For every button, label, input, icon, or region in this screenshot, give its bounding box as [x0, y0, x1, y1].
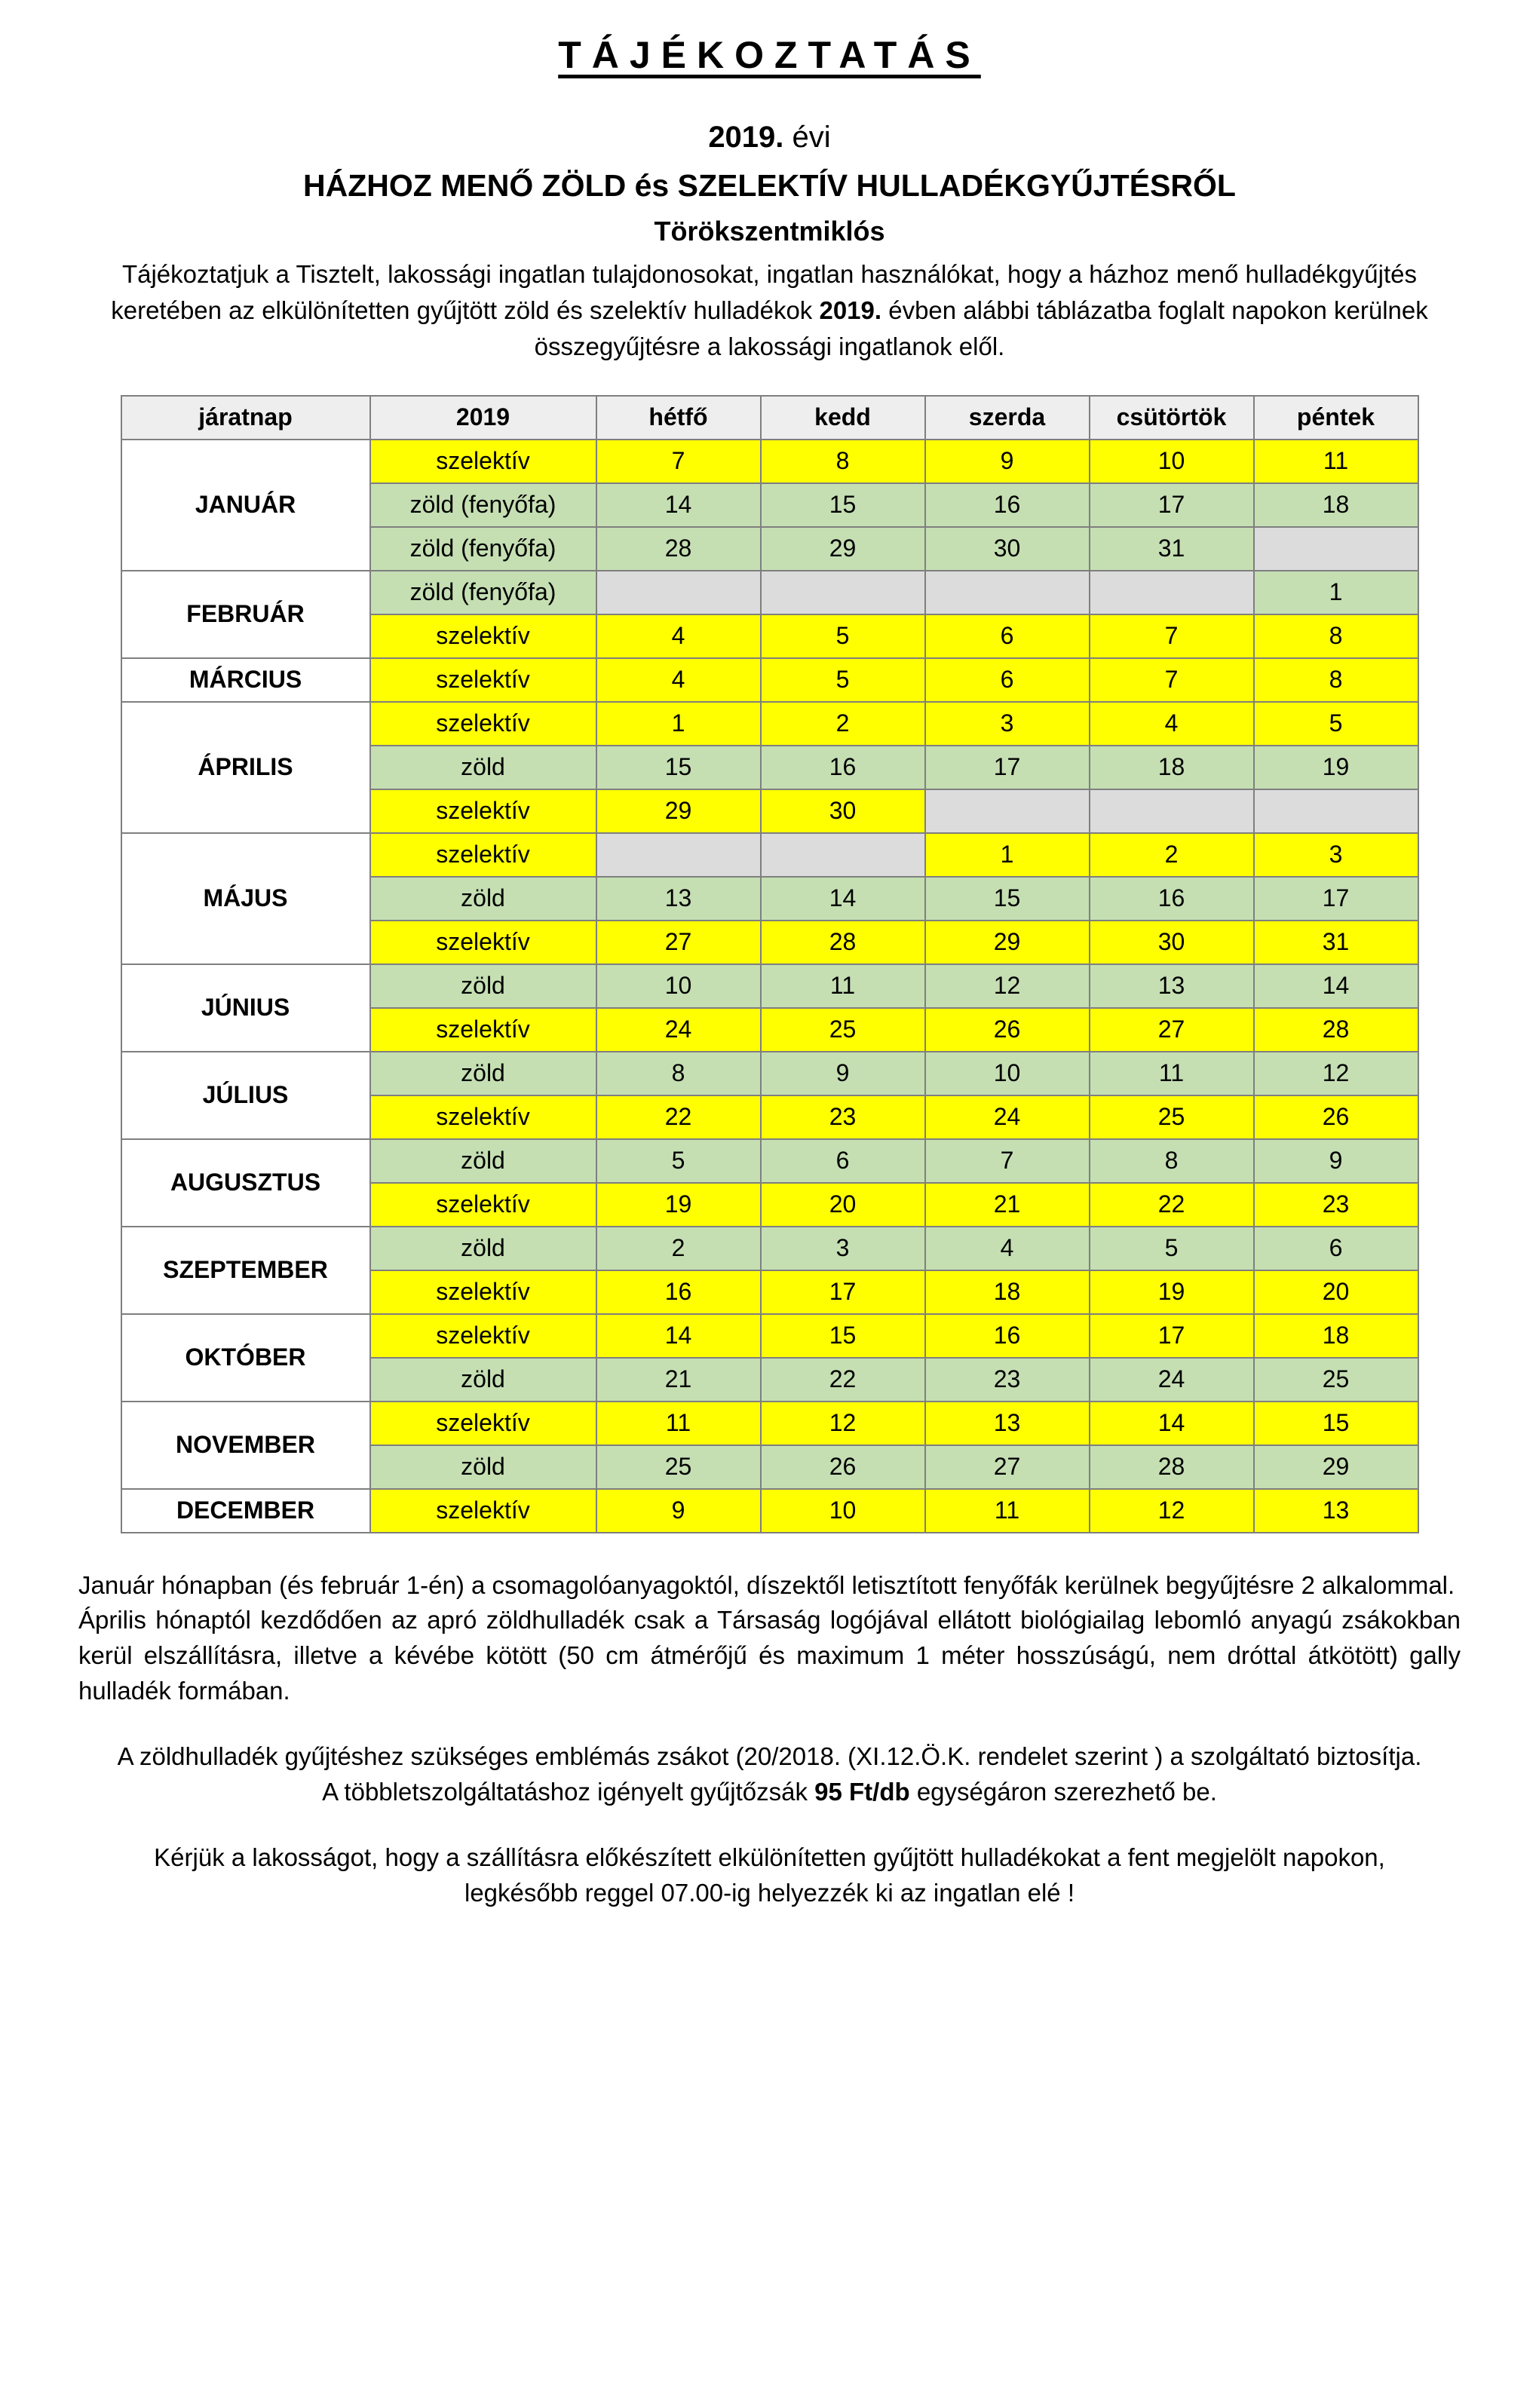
month-label: DECEMBER [121, 1489, 370, 1533]
day-cell: 17 [925, 746, 1090, 789]
waste-type-cell: szelektív [370, 1183, 596, 1227]
table-row [121, 964, 1418, 1008]
day-cell: 9 [596, 1489, 761, 1533]
year-line [45, 121, 1494, 155]
day-cell: 7 [1090, 658, 1254, 702]
day-cell: 11 [925, 1489, 1090, 1533]
waste-type-cell: szelektív [370, 702, 596, 746]
day-cell: 19 [1090, 1270, 1254, 1314]
column-header-tuesday: kedd [761, 396, 925, 440]
day-cell: 5 [761, 658, 925, 702]
note-request-line1: Kérjük a lakosságot, hogy a szállításra előkészített elkülönítetten gyűjtött hulladékokat a fent megjelölt napokon, [154, 1843, 1385, 1871]
day-cell: 16 [925, 1314, 1090, 1358]
day-cell: 1 [1254, 571, 1418, 614]
waste-type-cell: szelektív [370, 921, 596, 964]
table-row [121, 1052, 1418, 1095]
waste-type-cell: zöld [370, 1358, 596, 1402]
day-cell: 28 [1254, 1008, 1418, 1052]
day-cell: 29 [596, 789, 761, 833]
day-cell: 13 [1254, 1489, 1418, 1533]
day-cell: 2 [761, 702, 925, 746]
day-cell: 18 [1254, 1314, 1418, 1358]
day-cell: 14 [1254, 964, 1418, 1008]
day-cell: 8 [596, 1052, 761, 1095]
day-cell: 2 [596, 1227, 761, 1270]
day-cell: 8 [761, 440, 925, 483]
waste-type-cell: zöld [370, 1139, 596, 1183]
main-subject-title: HÁZHOZ MENŐ ZÖLD és SZELEKTÍV HULLADÉKGYŰJTÉSRŐL [303, 168, 1236, 203]
day-cell: 8 [1090, 1139, 1254, 1183]
day-cell: 23 [925, 1358, 1090, 1402]
day-cell: 21 [596, 1358, 761, 1402]
note-extra-bag-price [78, 1775, 1461, 1810]
day-cell: 9 [761, 1052, 925, 1095]
day-cell: 1 [925, 833, 1090, 877]
month-label: FEBRUÁR [121, 571, 370, 658]
day-cell: 28 [1090, 1445, 1254, 1489]
collection-schedule-table [121, 395, 1419, 1533]
waste-type-cell: zöld [370, 1445, 596, 1489]
waste-type-cell: szelektív [370, 1270, 596, 1314]
day-cell: 27 [1090, 1008, 1254, 1052]
day-cell: 24 [925, 1095, 1090, 1139]
day-cell: 24 [596, 1008, 761, 1052]
day-cell: 5 [1254, 702, 1418, 746]
day-cell: 15 [596, 746, 761, 789]
day-cell: 16 [1090, 877, 1254, 921]
page-title: TÁJÉKOZTATÁS [558, 34, 981, 76]
day-cell: 14 [596, 483, 761, 527]
day-cell: 8 [1254, 658, 1418, 702]
table-row [121, 1227, 1418, 1270]
waste-type-cell: zöld [370, 1227, 596, 1270]
day-cell: 30 [761, 789, 925, 833]
note-request-line2: legkésőbb reggel 07.00-ig helyezzék ki az ingatlan elé ! [464, 1878, 1075, 1907]
day-cell: 11 [761, 964, 925, 1008]
table-row [121, 702, 1418, 746]
day-cell: 16 [761, 746, 925, 789]
waste-type-cell: szelektív [370, 1008, 596, 1052]
day-cell: 18 [925, 1270, 1090, 1314]
day-cell: 25 [761, 1008, 925, 1052]
day-cell: 20 [1254, 1270, 1418, 1314]
day-cell: 25 [1254, 1358, 1418, 1402]
day-cell: 27 [596, 921, 761, 964]
month-label: JANUÁR [121, 440, 370, 571]
day-cell: 22 [596, 1095, 761, 1139]
year-suffix: évi [792, 121, 831, 154]
day-cell: 6 [1254, 1227, 1418, 1270]
waste-type-cell: szelektív [370, 658, 596, 702]
year-value: 2019. [708, 121, 784, 154]
column-header-friday: péntek [1254, 396, 1418, 440]
day-cell: 17 [1090, 1314, 1254, 1358]
month-label: MÁRCIUS [121, 658, 370, 702]
waste-type-cell: szelektív [370, 440, 596, 483]
table-header-row [121, 396, 1418, 440]
day-cell: 1 [596, 702, 761, 746]
day-cell: 20 [761, 1183, 925, 1227]
day-cell: 5 [1090, 1227, 1254, 1270]
note-extra-bag-price-value: 95 Ft/db [814, 1777, 910, 1806]
day-cell: 12 [1254, 1052, 1418, 1095]
day-cell: 28 [596, 527, 761, 571]
day-cell: 12 [761, 1402, 925, 1445]
city-name: Törökszentmiklós [654, 216, 885, 247]
waste-type-cell: szelektív [370, 1402, 596, 1445]
day-cell [761, 833, 925, 877]
day-cell: 28 [761, 921, 925, 964]
month-label: NOVEMBER [121, 1402, 370, 1489]
day-cell: 25 [1090, 1095, 1254, 1139]
waste-type-cell: szelektív [370, 614, 596, 658]
note-extra-bag-part2: egységáron szerezhető be. [909, 1777, 1217, 1806]
day-cell: 26 [1254, 1095, 1418, 1139]
day-cell: 15 [925, 877, 1090, 921]
intro-text-part1: Tájékoztatjuk a Tisztelt, lakossági ingatlan tulajdonosokat, ingatlan használókat, hogy a házhoz menő hulladékgyűjtés keretében az elkülönítetten gyűjtött zöld és szelektív hulladékok [111, 260, 1418, 324]
day-cell: 31 [1254, 921, 1418, 964]
day-cell: 13 [596, 877, 761, 921]
day-cell: 29 [1254, 1445, 1418, 1489]
column-header-thursday: csütörtök [1090, 396, 1254, 440]
day-cell: 13 [1090, 964, 1254, 1008]
day-cell: 18 [1254, 483, 1418, 527]
day-cell: 17 [1254, 877, 1418, 921]
day-cell: 10 [1090, 440, 1254, 483]
notes-section [45, 1568, 1494, 1911]
day-cell: 7 [1090, 614, 1254, 658]
month-label: OKTÓBER [121, 1314, 370, 1402]
day-cell: 19 [1254, 746, 1418, 789]
day-cell: 23 [761, 1095, 925, 1139]
month-label: MÁJUS [121, 833, 370, 964]
column-header-monday: hétfő [596, 396, 761, 440]
column-header-wednesday: szerda [925, 396, 1090, 440]
waste-type-cell: zöld (fenyőfa) [370, 527, 596, 571]
day-cell: 14 [596, 1314, 761, 1358]
day-cell: 15 [761, 1314, 925, 1358]
day-cell: 18 [1090, 746, 1254, 789]
day-cell: 17 [761, 1270, 925, 1314]
day-cell: 27 [925, 1445, 1090, 1489]
table-row [121, 1139, 1418, 1183]
day-cell: 7 [596, 440, 761, 483]
day-cell: 30 [925, 527, 1090, 571]
waste-type-cell: zöld [370, 964, 596, 1008]
day-cell: 3 [761, 1227, 925, 1270]
column-header-year: 2019 [370, 396, 596, 440]
day-cell: 10 [761, 1489, 925, 1533]
intro-year-emphasis: 2019. [819, 296, 882, 324]
day-cell: 29 [925, 921, 1090, 964]
waste-type-cell: zöld (fenyőfa) [370, 571, 596, 614]
day-cell: 26 [925, 1008, 1090, 1052]
day-cell: 29 [761, 527, 925, 571]
intro-text-part2: évben alábbi táblázatba foglalt napokon kerülnek összegyűjtésre a lakossági ingatlanok elől. [534, 296, 1428, 360]
day-cell: 19 [596, 1183, 761, 1227]
day-cell: 22 [761, 1358, 925, 1402]
day-cell: 11 [1090, 1052, 1254, 1095]
day-cell: 4 [596, 614, 761, 658]
day-cell: 22 [1090, 1183, 1254, 1227]
day-cell: 6 [925, 658, 1090, 702]
day-cell: 10 [925, 1052, 1090, 1095]
day-cell: 3 [1254, 833, 1418, 877]
day-cell: 11 [596, 1402, 761, 1445]
intro-paragraph [45, 256, 1494, 365]
waste-type-cell: zöld [370, 877, 596, 921]
table-row [121, 1314, 1418, 1358]
day-cell: 8 [1254, 614, 1418, 658]
day-cell: 12 [925, 964, 1090, 1008]
day-cell: 15 [1254, 1402, 1418, 1445]
day-cell: 3 [925, 702, 1090, 746]
day-cell: 26 [761, 1445, 925, 1489]
day-cell: 17 [1090, 483, 1254, 527]
table-row [121, 833, 1418, 877]
day-cell: 4 [1090, 702, 1254, 746]
table-row [121, 658, 1418, 702]
day-cell: 30 [1090, 921, 1254, 964]
day-cell: 10 [596, 964, 761, 1008]
waste-type-cell: szelektív [370, 789, 596, 833]
day-cell [1254, 527, 1418, 571]
day-cell: 6 [761, 1139, 925, 1183]
day-cell: 15 [761, 483, 925, 527]
table-row [121, 571, 1418, 614]
day-cell [925, 571, 1090, 614]
note-bags-provided: A zöldhulladék gyűjtéshez szükséges emblémás zsákot (20/2018. (XI.12.Ö.K. rendelet szerint ) a szolgáltató biztosítja. [117, 1742, 1422, 1770]
waste-type-cell: szelektív [370, 1314, 596, 1358]
day-cell [596, 571, 761, 614]
column-header-jaratnap: járatnap [121, 396, 370, 440]
day-cell: 14 [1090, 1402, 1254, 1445]
day-cell: 14 [761, 877, 925, 921]
waste-type-cell: szelektív [370, 833, 596, 877]
note-january: Január hónapban (és február 1-én) a csomagolóanyagoktól, díszektől letisztított fenyőfák kerülnek begyűjtésre 2 alkalommal. [78, 1570, 1455, 1599]
day-cell [761, 571, 925, 614]
day-cell: 23 [1254, 1183, 1418, 1227]
day-cell [925, 789, 1090, 833]
day-cell: 31 [1090, 527, 1254, 571]
table-row [121, 1489, 1418, 1533]
day-cell: 7 [925, 1139, 1090, 1183]
day-cell: 12 [1090, 1489, 1254, 1533]
day-cell [596, 833, 761, 877]
day-cell: 21 [925, 1183, 1090, 1227]
day-cell: 5 [596, 1139, 761, 1183]
waste-type-cell: zöld (fenyőfa) [370, 483, 596, 527]
day-cell: 13 [925, 1402, 1090, 1445]
note-extra-bag-part1: A többletszolgáltatáshoz igényelt gyűjtőzsák [322, 1777, 815, 1806]
month-label: AUGUSZTUS [121, 1139, 370, 1227]
waste-type-cell: zöld [370, 1052, 596, 1095]
day-cell: 5 [761, 614, 925, 658]
day-cell: 9 [925, 440, 1090, 483]
day-cell: 16 [596, 1270, 761, 1314]
table-row [121, 440, 1418, 483]
day-cell: 16 [925, 483, 1090, 527]
day-cell: 4 [925, 1227, 1090, 1270]
month-label: JÚLIUS [121, 1052, 370, 1139]
day-cell: 11 [1254, 440, 1418, 483]
day-cell: 24 [1090, 1358, 1254, 1402]
day-cell: 2 [1090, 833, 1254, 877]
month-label: SZEPTEMBER [121, 1227, 370, 1314]
day-cell: 4 [596, 658, 761, 702]
month-label: ÁPRILIS [121, 702, 370, 833]
waste-type-cell: zöld [370, 746, 596, 789]
day-cell [1254, 789, 1418, 833]
day-cell: 9 [1254, 1139, 1418, 1183]
day-cell: 6 [925, 614, 1090, 658]
day-cell [1090, 571, 1254, 614]
note-april: Április hónaptól kezdődően az apró zöldhulladék csak a Társaság logójával ellátott biológiailag lebomló anyagú zsákokban kerül elszállításra, illetve a kévébe kötött (50 cm átmérőjű és maximum 1 méter hosszúságú, nem dróttal átkötött) gally hulladék formában. [78, 1606, 1461, 1705]
waste-type-cell: szelektív [370, 1095, 596, 1139]
waste-type-cell: szelektív [370, 1489, 596, 1533]
table-row [121, 1402, 1418, 1445]
day-cell [1090, 789, 1254, 833]
month-label: JÚNIUS [121, 964, 370, 1052]
day-cell: 25 [596, 1445, 761, 1489]
